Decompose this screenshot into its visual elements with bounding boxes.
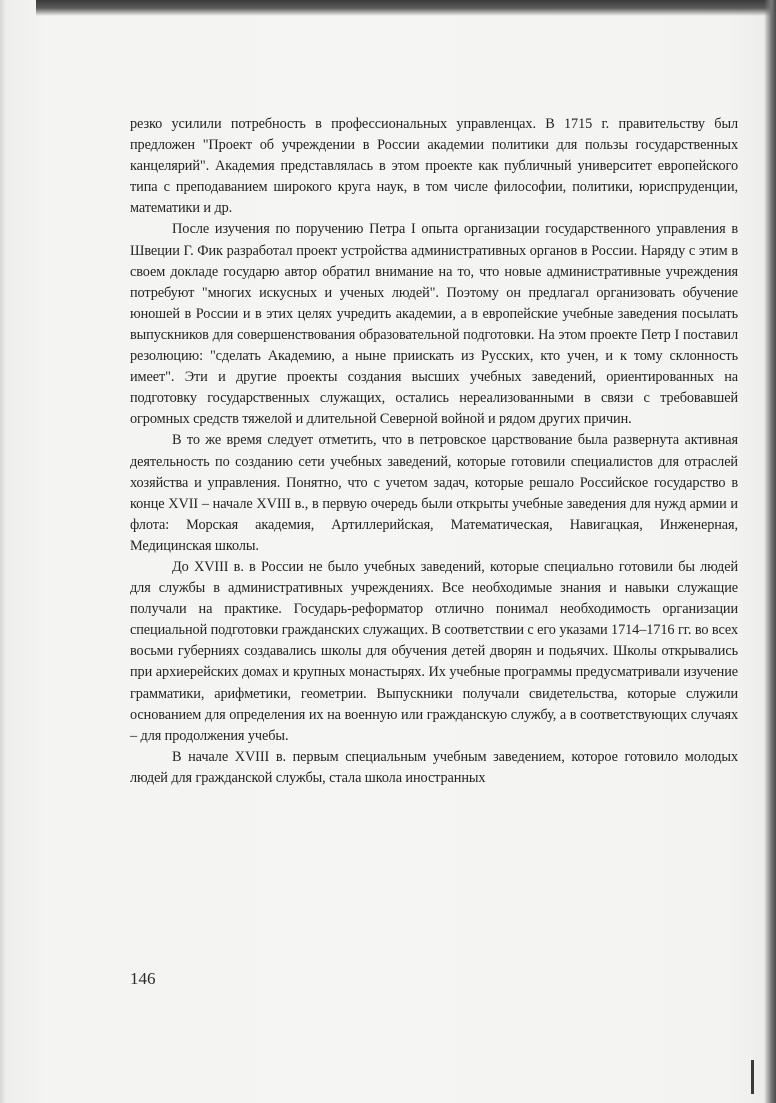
scan-shadow-right	[764, 0, 776, 1103]
paragraph: После изучения по поручению Петра I опыта организации государственного управления в Швеции Г. Фик разработал проект устройства административных органов в России. Наряду с этим в своем докладе государю автор обратил внимание на то, что новые административные учреждения потребуют "многих искусных и ученых людей". Поэтому он предлагал организовать обучение юношей в России и в этих целях учредить академии, а в европейские учебные заведения посылать выпускников для совершенствования образовательной подготовки. На этом проекте Петр I поставил резолюцию: "сделать Академию, а ныне приискать из Русских, кто учен, и к тому склонность имеет". Эти и другие проекты создания высших учебных заведений, ориентированных на подготовку государственных служащих, остались нереализованными в связи с требовавшей огромных средств тяжелой и длительной Северной войной и рядом других причин.	[130, 221, 738, 428]
paragraph: До XVIII в. в России не было учебных заведений, которые специально готовили бы людей для службы в административных учреждениях. Все необходимые знания и навыки служащие получали на практике. Государь-реформатор отлично понимал необходимость организации специальной подготовки гражданских служащих. В соответствии с его указами 1714–1716 гг. во всех восьми губерниях создавались школы для обучения детей дворян и подьячих. Школы открывались при архиерейских домах и крупных монастырях. Их учебные программы предусматривали изучение грамматики, арифметики, геометрии. Выпускники получали свидетельства, которые служили основанием для определения их на военную или гражданскую службу, а в соответствующих случаях – для продолжения учебы.	[130, 558, 738, 744]
body-text	[130, 114, 738, 789]
page-number: 146	[130, 969, 156, 988]
scan-shadow-top	[36, 0, 776, 16]
scan-edge-mark	[751, 1060, 754, 1094]
paragraph-continuation: резко усилили потребность в профессиональных управленцах. В 1715 г. правительству был предложен "Проект об учреждении в России академии политики для пользы государственных канцелярий". Академия представлялась в этом проекте как публичный университет европейского типа с преподаванием широкого круга наук, в том числе философии, политики, юриспруденции, математики и др.	[130, 116, 738, 217]
scan-shadow-left	[0, 0, 6, 1103]
paragraph: В то же время следует отметить, что в петровское царствование была развернута активная деятельность по созданию сети учебных заведений, которые готовили специалистов для отраслей хозяйства и управления. Понятно, что с учетом задач, которые решало Российское государство в конце XVII – начале XVIII в., в первую очередь были открыты учебные заведения для нужд армии и флота: Морская академия, Артиллерийская, Математическая, Навигацкая, Инженерная, Медицинская школы.	[130, 432, 738, 554]
paragraph: В начале XVIII в. первым специальным учебным заведением, которое готовило молодых людей для гражданской службы, стала школа иностранных	[130, 748, 738, 786]
